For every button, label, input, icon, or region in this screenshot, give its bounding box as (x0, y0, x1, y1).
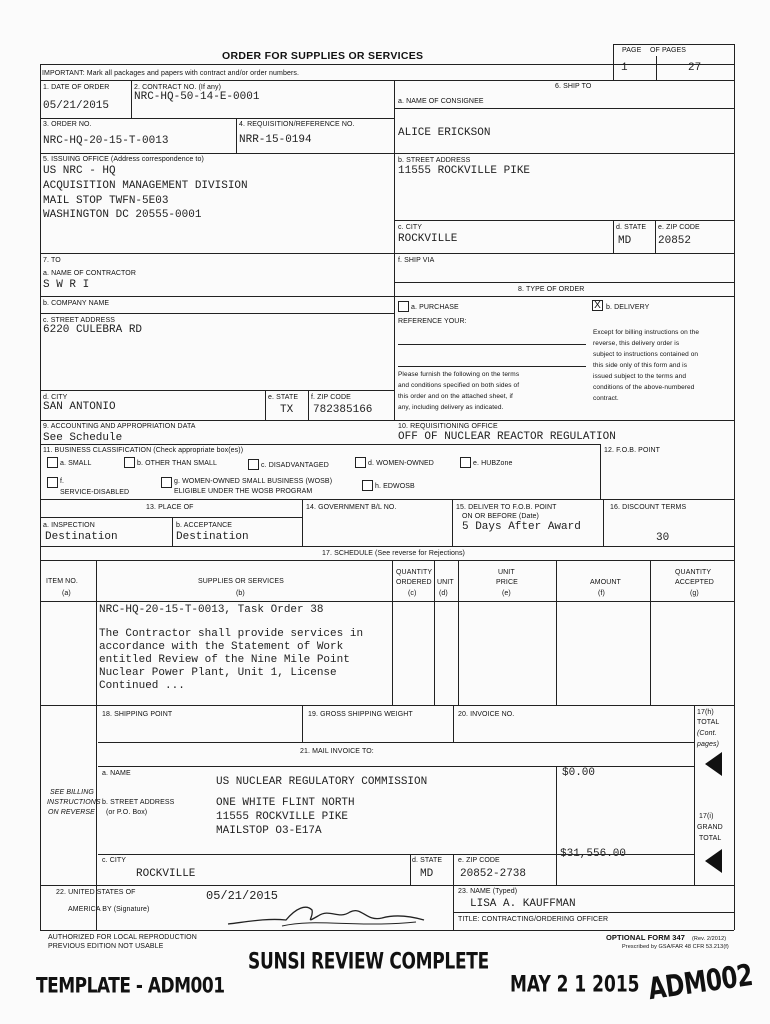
footer-previous-edition: PREVIOUS EDITION NOT USABLE (48, 943, 164, 950)
total-cont-label-2: TOTAL (697, 719, 720, 726)
schedule-desc-4: Nuclear Power Plant, Unit 1, License (99, 667, 337, 679)
edwosb-checkbox[interactable] (362, 480, 373, 491)
acceptance-value: Destination (176, 531, 249, 543)
sunsi-review-stamp: SUNSI REVIEW COMPLETE (248, 949, 489, 975)
delivery-terms-4: this side only of this form and is (593, 362, 688, 369)
invoice-city-label: c. CITY (102, 857, 127, 864)
officer-title: TITLE: CONTRACTING/ORDERING OFFICER (458, 916, 609, 923)
women-owned-label: d. WOMEN-OWNED (368, 460, 434, 467)
purchase-terms-4: any, including delivery as indicated. (398, 404, 504, 411)
invoice-no-label: 20. INVOICE NO. (458, 711, 515, 718)
subtotal-value: $0.00 (562, 767, 596, 779)
accounting-value: See Schedule (43, 432, 123, 444)
company-name-label: b. COMPANY NAME (43, 300, 110, 307)
footer-prescribed: Prescribed by GSA/FAR 48 CFR 53.213(f) (622, 944, 729, 950)
delivery-terms-7: contract. (593, 395, 619, 402)
col-accepted-2: ACCEPTED (675, 579, 714, 586)
col-price: UNIT (498, 569, 515, 576)
delivery-terms-2: reverse, this delivery order is (593, 340, 680, 347)
requisition-no-label: 4. REQUISITION/REFERENCE NO. (239, 121, 355, 128)
invoice-street-line-1: ONE WHITE FLINT NORTH (216, 797, 355, 809)
adm-stamp: ADM002 (646, 958, 755, 1008)
date-of-order-value: 05/21/2015 (43, 100, 110, 112)
ship-via-label: f. SHIP VIA (398, 257, 435, 264)
issuing-office-label: 5. ISSUING OFFICE (Address correspondence to) (43, 156, 204, 163)
business-classification-label: 11. BUSINESS CLASSIFICATION (Check appropriate box(es)) (43, 447, 244, 454)
purchase-checkbox[interactable] (398, 301, 409, 312)
contractor-street-value: 6220 CULEBRA RD (43, 324, 143, 336)
invoice-name-value: US NUCLEAR REGULATORY COMMISSION (216, 776, 428, 788)
deliver-date-label: ON OR BEFORE (Date) (462, 513, 539, 520)
purchase-terms-1: Please furnish the following on the terms (398, 371, 520, 378)
signature-graphic (226, 900, 426, 930)
to-label: 7. TO (43, 257, 61, 264)
ship-city-value: ROCKVILLE (398, 233, 458, 245)
contractor-zip-value: 782385166 (313, 404, 373, 416)
requisitioning-office-value: OFF OF NUCLEAR REACTOR REGULATION (398, 431, 616, 443)
col-item-no: ITEM NO. (46, 578, 78, 585)
schedule-desc-2: accordance with the Statement of Work (99, 641, 344, 653)
delivery-checkbox[interactable]: X (592, 300, 603, 311)
page-label: PAGE (622, 47, 642, 54)
footer-form-name: OPTIONAL FORM 347 (606, 933, 686, 942)
reference-your-label: REFERENCE YOUR: (398, 318, 467, 325)
col-accepted-sub: (g) (690, 590, 699, 597)
important-notice: IMPORTANT: Mark all packages and papers with contract and/or order numbers. (42, 70, 300, 77)
invoice-zip-value: 20852-2738 (460, 868, 527, 880)
ship-state-value: MD (618, 235, 632, 247)
ship-to-label: 6. SHIP TO (555, 83, 592, 90)
other-than-small-label: b. OTHER THAN SMALL (137, 460, 217, 467)
invoice-city-value: ROCKVILLE (136, 868, 196, 880)
ship-street-label: b. STREET ADDRESS (398, 157, 471, 164)
ship-city-label: c. CITY (398, 224, 423, 231)
invoice-street-line-3: MAILSTOP O3-E17A (216, 825, 322, 837)
disadvantaged-checkbox[interactable] (248, 459, 259, 470)
wosb-checkbox[interactable] (161, 477, 172, 488)
template-stamp: TEMPLATE - ADM001 (36, 973, 225, 999)
issuing-office-line-4: WASHINGTON DC 20555-0001 (43, 209, 202, 221)
invoice-po-box-label: (or P.O. Box) (106, 809, 148, 816)
service-disabled-label: SERVICE-DISABLED (60, 489, 130, 496)
delivery-label: b. DELIVERY (606, 304, 650, 311)
of-pages-label: OF PAGES (650, 47, 687, 54)
fob-point-label: 12. F.O.B. POINT (604, 447, 661, 454)
grand-total-label-2: GRAND (697, 824, 723, 831)
accounting-label: 9. ACCOUNTING AND APPROPRIATION DATA (43, 423, 196, 430)
delivery-terms-3: subject to instructions contained on (593, 351, 699, 358)
signature-date: 05/21/2015 (206, 889, 279, 903)
col-price-sub: (e) (502, 590, 511, 597)
usa-by-label: 22. UNITED STATES OF (56, 889, 136, 896)
order-no-label: 3. ORDER NO. (43, 121, 92, 128)
gross-weight-label: 19. GROSS SHIPPING WEIGHT (308, 711, 413, 718)
grand-total-value: $31,556.00 (560, 848, 627, 860)
total-cont-label-4: pages) (697, 741, 720, 748)
delivery-terms-1: Except for billing instructions on the (593, 329, 700, 336)
shipping-point-label: 18. SHIPPING POINT (102, 711, 173, 718)
invoice-name-label: a. NAME (102, 770, 131, 777)
schedule-desc-3: entitled Review of the Nine Mile Point (99, 654, 350, 666)
mail-invoice-label: 21. MAIL INVOICE TO: (300, 748, 374, 755)
ship-street-value: 11555 ROCKVILLE PIKE (398, 165, 531, 177)
contractor-name-label: a. NAME OF CONTRACTOR (43, 270, 136, 277)
contractor-state-value: TX (280, 404, 294, 416)
invoice-street-line-2: 11555 ROCKVILLE PIKE (216, 811, 349, 823)
place-of-label: 13. PLACE OF (146, 504, 194, 511)
service-disabled-checkbox[interactable] (47, 477, 58, 488)
see-billing-2: INSTRUCTIONS (47, 799, 101, 806)
contractor-name-value: S W R I (43, 279, 90, 291)
order-no-value: NRC-HQ-20-15-T-0013 (43, 135, 169, 147)
acceptance-label: b. ACCEPTANCE (176, 522, 233, 529)
delivery-terms-6: conditions of the above-numbered (593, 384, 695, 391)
contract-no-label: 2. CONTRACT NO. (If any) (134, 84, 222, 91)
page-number: 1 (621, 62, 628, 74)
inspection-label: a. INSPECTION (43, 522, 95, 529)
signature-label: AMERICA BY (Signature) (68, 906, 150, 913)
women-owned-checkbox[interactable] (355, 457, 366, 468)
consignee-value: ALICE ERICKSON (398, 127, 491, 139)
service-disabled-label-f: f. (60, 478, 65, 485)
discount-terms-label: 16. DISCOUNT TERMS (610, 504, 687, 511)
col-quantity: QUANTITY (396, 569, 433, 576)
contractor-city-value: SAN ANTONIO (43, 401, 116, 413)
wosb-label-1: g. WOMEN-OWNED SMALL BUSINESS (WOSB) (174, 478, 333, 485)
contractor-street-label: c. STREET ADDRESS (43, 317, 115, 324)
total-pages: 27 (688, 62, 702, 74)
col-quantity-2: ORDERED (396, 579, 432, 586)
col-unit: UNIT (437, 579, 454, 586)
disadvantaged-label: c. DISADVANTAGED (261, 462, 329, 469)
contractor-zip-label: f. ZIP CODE (311, 394, 351, 401)
col-price-2: PRICE (496, 579, 518, 586)
issuing-office-line-2: ACQUISITION MANAGEMENT DIVISION (43, 180, 248, 192)
grand-total-arrow-icon (705, 849, 722, 873)
subtotal-arrow-icon (705, 752, 722, 776)
col-amount-sub: (f) (598, 590, 605, 597)
requisition-no-value: NRR-15-0194 (239, 134, 312, 146)
see-billing-1: SEE BILLING (50, 789, 94, 796)
ship-state-label: d. STATE (616, 224, 647, 231)
inspection-value: Destination (45, 531, 118, 543)
requisitioning-office-label: 10. REQUISITIONING OFFICE (398, 423, 498, 430)
invoice-state-label: d. STATE (412, 857, 443, 864)
grand-total-label-1: 17(i) (699, 813, 714, 820)
total-cont-label-1: 17(h) (697, 709, 714, 716)
government-bl-label: 14. GOVERNMENT B/L NO. (306, 504, 397, 511)
col-accepted: QUANTITY (675, 569, 712, 576)
hubzone-checkbox[interactable] (460, 457, 471, 468)
schedule-desc-5: Continued ... (99, 680, 185, 692)
date-stamp: MAY 2 1 2015 (510, 972, 640, 998)
small-label: a. SMALL (60, 460, 92, 467)
issuing-office-line-3: MAIL STOP TWFN-5E03 (43, 195, 169, 207)
col-item-no-sub: (a) (62, 590, 71, 597)
typed-name-label: 23. NAME (Typed) (458, 888, 518, 895)
contract-no-value: NRC-HQ-50-14-E-0001 (134, 91, 260, 103)
footer-reproduction: AUTHORIZED FOR LOCAL REPRODUCTION (48, 934, 197, 941)
see-billing-3: ON REVERSE (48, 809, 95, 816)
deliver-to-fob-label: 15. DELIVER TO F.O.B. POINT (456, 504, 557, 511)
other-than-small-checkbox[interactable] (124, 457, 135, 468)
ship-zip-label: e. ZIP CODE (658, 224, 700, 231)
col-supplies: SUPPLIES OR SERVICES (198, 578, 284, 585)
edwosb-label: h. EDWOSB (375, 483, 415, 490)
purchase-label: a. PURCHASE (411, 304, 459, 311)
contractor-state-label: e. STATE (268, 394, 299, 401)
discount-terms-value: 30 (656, 532, 670, 544)
col-quantity-sub: (c) (408, 590, 417, 597)
invoice-zip-label: e. ZIP CODE (458, 857, 500, 864)
type-of-order-label: 8. TYPE OF ORDER (518, 286, 585, 293)
small-checkbox[interactable] (47, 457, 58, 468)
form-title: ORDER FOR SUPPLIES OR SERVICES (222, 50, 424, 62)
schedule-order-line: NRC-HQ-20-15-T-0013, Task Order 38 (99, 604, 324, 616)
schedule-label: 17. SCHEDULE (See reverse for Rejections) (322, 550, 465, 557)
delivery-terms-5: issued subject to the terms and (593, 373, 687, 380)
schedule-desc-1: The Contractor shall provide services in (99, 628, 364, 640)
total-cont-label-3: (Cont. (697, 730, 717, 737)
consignee-label: a. NAME OF CONSIGNEE (398, 98, 484, 105)
purchase-terms-3: this order and on the attached sheet, if (398, 393, 513, 400)
deliver-date-value: 5 Days After Award (462, 521, 581, 533)
invoice-state-value: MD (420, 868, 434, 880)
issuing-office-line-1: US NRC - HQ (43, 165, 116, 177)
purchase-terms-2: and conditions specified on both sides of (398, 382, 520, 389)
ship-zip-value: 20852 (658, 235, 692, 247)
hubzone-label: e. HUBZone (473, 460, 513, 467)
col-supplies-sub: (b) (236, 590, 245, 597)
footer-form-rev: (Rev. 2/2012) (692, 936, 727, 942)
invoice-street-label: b. STREET ADDRESS (102, 799, 175, 806)
typed-name-value: LISA A. KAUFFMAN (470, 898, 576, 910)
date-of-order-label: 1. DATE OF ORDER (43, 84, 110, 91)
wosb-label-2: ELIGIBLE UNDER THE WOSB PROGRAM (174, 488, 313, 495)
contractor-city-label: d. CITY (43, 394, 68, 401)
grand-total-label-3: TOTAL (699, 835, 722, 842)
col-unit-sub: (d) (439, 590, 448, 597)
col-amount: AMOUNT (590, 579, 621, 586)
